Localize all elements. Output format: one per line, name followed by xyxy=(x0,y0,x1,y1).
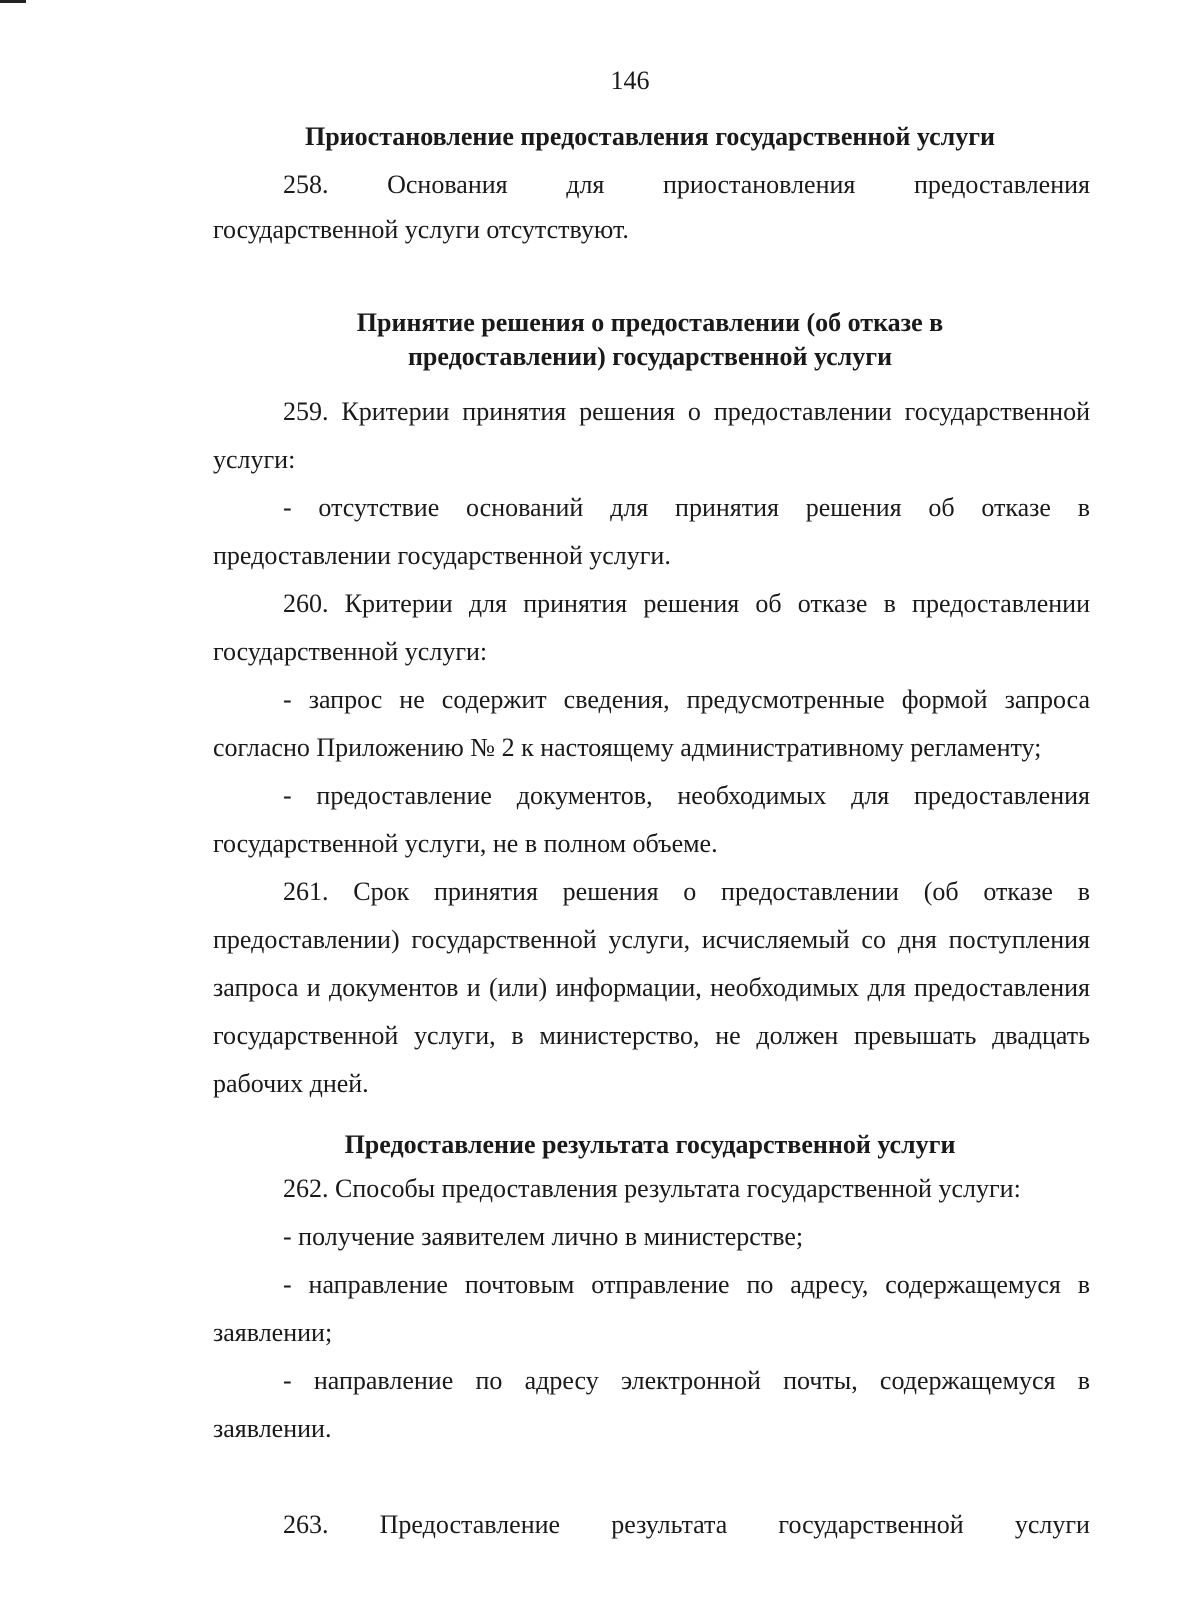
page-number: 146 xyxy=(610,66,650,95)
paragraph-258-word: Основания xyxy=(387,170,508,199)
paragraph-262-method-1: - получение заявителем лично в министерстве; xyxy=(283,1222,804,1251)
paragraph-258-first-line xyxy=(283,170,1090,200)
section-decision-body xyxy=(213,388,1090,1108)
paragraph-263-word: результата xyxy=(611,1510,728,1539)
paragraph-260: 260. Критерии для принятия решения об отказе в предоставлении государственной услуги: xyxy=(213,589,1090,666)
scan-artifact-mark xyxy=(0,0,26,3)
paragraph-258-word: для xyxy=(566,170,605,199)
paragraph-260-criterion-1: - запрос не содержит сведения, предусмотренные формой запроса согласно Приложению № 2 к настоящему административному регламенту; xyxy=(213,685,1090,762)
paragraph-263-word: Предоставление xyxy=(379,1510,561,1539)
paragraph-260-criterion-2: - предоставление документов, необходимых для предоставления государственной услуги, не в полном объеме. xyxy=(213,781,1090,858)
paragraph-261: 261. Срок принятия решения о предоставлении (об отказе в предоставлении) государственной услуги, исчисляемый со дня поступления запроса и документов и (или) информации, необходимых для предоставления государственной услуги, в министерство, не должен превышать двадцать рабочих дней. xyxy=(213,877,1090,1098)
paragraph-262-method-3: - направление по адресу электронной почты, содержащемуся в заявлении. xyxy=(213,1366,1090,1443)
paragraph-263-word: услуги xyxy=(1014,1510,1090,1539)
section-result-body xyxy=(213,1165,1090,1453)
paragraph-262-method-2: - направление почтовым отправление по адресу, содержащемуся в заявлении; xyxy=(213,1270,1090,1347)
paragraph-262: 262. Способы предоставления результата государственной услуги: xyxy=(283,1174,1021,1203)
paragraph-259-criterion: - отсутствие оснований для принятия решения об отказе в предоставлении государственной услуги. xyxy=(213,493,1090,570)
section-heading-result: Предоставление результата государственной услуги xyxy=(344,1130,956,1159)
paragraph-263-word: государственной xyxy=(778,1510,964,1539)
section-heading-suspension: Приостановление предоставления государственной услуги xyxy=(304,122,995,151)
paragraph-258-rest: государственной услуги отсутствуют. xyxy=(213,215,629,244)
paragraph-263-first-line xyxy=(283,1510,1090,1540)
paragraph-259: 259. Критерии принятия решения о предоставлении государственной услуги: xyxy=(213,397,1090,474)
paragraph-258-word: предоставления xyxy=(914,170,1090,199)
paragraph-258-word: 258. xyxy=(283,170,329,199)
paragraph-263-word: 263. xyxy=(283,1510,329,1539)
section-heading-decision-line1: Принятие решения о предоставлении (об отказе в xyxy=(356,308,944,337)
section-heading-decision-line2: предоставлении) государственной услуги xyxy=(407,342,893,371)
paragraph-258-word: приостановления xyxy=(663,170,856,199)
